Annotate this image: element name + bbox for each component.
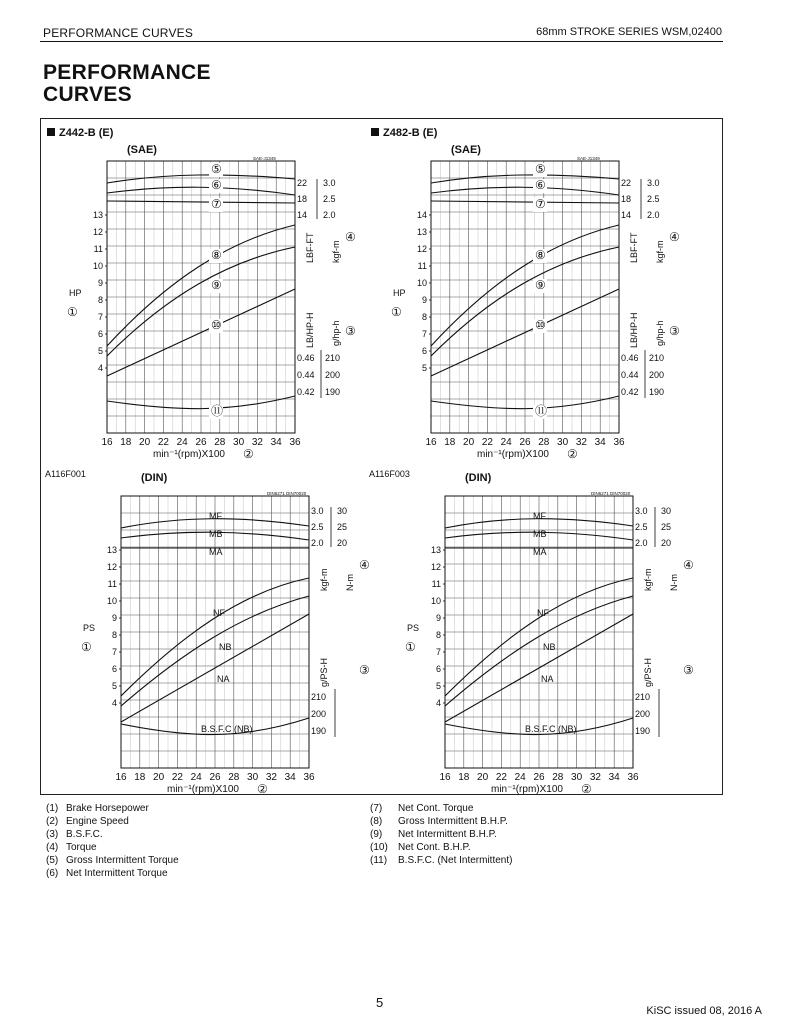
x-tick-label: 26 [195, 437, 207, 448]
curve-label: ⑨ [535, 278, 546, 292]
x-tick-label: 32 [251, 437, 263, 448]
bsfc-tick-label: 200 [311, 709, 327, 719]
engine-speed-marker-icon: ② [257, 782, 268, 796]
chart-standard-label: (DIN) [465, 472, 492, 484]
chart-model-label: Z442-B (E) [59, 127, 114, 139]
curve-label: ⑦ [535, 197, 546, 211]
curve-label: MF [209, 511, 222, 521]
x-tick-label: 26 [519, 437, 531, 448]
x-tick-label: 34 [284, 772, 296, 783]
legend-item: (4) Torque [46, 842, 97, 853]
bsfc-tick-label: 0.46 [621, 353, 639, 363]
left-tick-label: 10 [106, 596, 117, 606]
x-tick-label: 30 [557, 437, 569, 448]
left-tick-label: 13 [106, 545, 117, 555]
left-tick-label: 8 [435, 630, 441, 640]
left-tick-label: 12 [430, 562, 441, 572]
x-tick-label: 24 [500, 437, 512, 448]
x-tick-label: 30 [233, 437, 245, 448]
torque-tick-label: 2.5 [635, 522, 648, 532]
model-bullet-icon [47, 128, 55, 136]
chart-standard-label: (DIN) [141, 472, 168, 484]
x-tick-label: 18 [458, 772, 470, 783]
torque-axis-label-b: kgf-m [331, 240, 341, 263]
power-marker-icon: ① [81, 640, 92, 654]
power-marker-icon: ① [67, 305, 78, 319]
chart-stamp: SAE-J1349 [253, 156, 276, 161]
curve-label: B.S.F.C (NB) [525, 724, 577, 734]
left-tick-label: 12 [92, 227, 103, 237]
curve-label: NA [541, 674, 554, 684]
left-tick-label: 4 [435, 698, 441, 708]
x-tick-label: 22 [171, 772, 183, 783]
left-tick-label: 13 [430, 545, 441, 555]
torque-tick-label: 18 [297, 194, 308, 204]
page-title [43, 62, 211, 106]
left-tick-label: 6 [97, 329, 103, 339]
legend-item: (10) Net Cont. B.H.P. [370, 842, 471, 853]
header-rule [40, 41, 723, 42]
chart-standard-label: (SAE) [451, 144, 481, 156]
engine-speed-marker-icon: ② [581, 782, 592, 796]
bsfc-tick-label: 210 [635, 692, 651, 702]
curve-label: MA [209, 547, 223, 557]
left-tick-label: 9 [97, 278, 103, 288]
bsfc-tick-label: 0.42 [297, 387, 315, 397]
left-axis-label: PS [83, 623, 96, 633]
bsfc-axis-label: LB/HP-H [629, 312, 639, 348]
chart-4 [383, 472, 694, 796]
curve-label: ⑪ [535, 404, 548, 418]
curve-label: ⑤ [535, 162, 546, 176]
left-tick-label: 5 [97, 346, 103, 356]
chart-2 [369, 127, 680, 479]
x-axis-label: min⁻¹(rpm)X100 [477, 449, 549, 460]
torque-marker-icon: ④ [359, 558, 370, 572]
curve-label: MA [533, 547, 547, 557]
bsfc-tick-label-b: 200 [325, 370, 341, 380]
torque-tick-label-b: 2.0 [323, 210, 336, 220]
legend-left [46, 802, 179, 880]
bsfc-tick-label: 190 [311, 726, 327, 736]
x-axis-label: min⁻¹(rpm)X100 [491, 784, 563, 795]
torque-tick-label-b: 2.0 [647, 210, 660, 220]
left-tick-label: 7 [97, 312, 103, 322]
bsfc-marker-icon: ③ [359, 663, 370, 677]
x-tick-label: 24 [514, 772, 526, 783]
legend-item: (5) Gross Intermittent Torque [46, 855, 179, 866]
legend-item: (6) Net Intermittent Torque [46, 868, 168, 879]
torque-axis-label-b: N-m [669, 574, 679, 591]
x-tick-label: 30 [247, 772, 259, 783]
torque-tick-label: 3.0 [635, 506, 648, 516]
curve-label: NF [213, 608, 225, 618]
legend-item: (1) Brake Horsepower [46, 803, 149, 814]
torque-axis-label-b: kgf-m [655, 240, 665, 263]
left-tick-label: 10 [416, 278, 427, 288]
x-tick-label: 22 [481, 437, 493, 448]
torque-axis-label: kgf-m [643, 568, 653, 591]
x-tick-label: 34 [608, 772, 620, 783]
bsfc-marker-icon: ③ [669, 324, 680, 338]
x-tick-label: 34 [594, 437, 606, 448]
torque-tick-label: 2.0 [635, 538, 648, 548]
torque-tick-label: 22 [297, 178, 308, 188]
left-tick-label: 9 [111, 613, 117, 623]
left-tick-label: 10 [430, 596, 441, 606]
curve-label: NF [537, 608, 549, 618]
x-tick-label: 22 [157, 437, 169, 448]
chart-3 [59, 472, 370, 796]
left-tick-label: 11 [93, 244, 103, 254]
x-tick-label: 22 [495, 772, 507, 783]
curve-label: MB [209, 529, 223, 539]
torque-tick-label: 3.0 [311, 506, 324, 516]
bsfc-tick-label: 200 [635, 709, 651, 719]
left-tick-label: 4 [111, 698, 117, 708]
bsfc-tick-label-b: 190 [649, 387, 665, 397]
curve-label: NB [219, 642, 232, 652]
torque-tick-label-b: 30 [337, 506, 348, 516]
left-axis-label: HP [393, 288, 406, 298]
left-tick-label: 7 [435, 647, 441, 657]
torque-tick-label: 2.5 [311, 522, 324, 532]
bsfc-axis-label: g/PS-H [319, 657, 329, 687]
curve-label: NB [543, 642, 556, 652]
torque-tick-label: 2.0 [311, 538, 324, 548]
curve-label: ⑨ [211, 278, 222, 292]
bsfc-tick-label: 0.46 [297, 353, 315, 363]
bsfc-tick-label-b: 190 [325, 387, 341, 397]
left-tick-label: 9 [421, 295, 427, 305]
x-tick-label: 18 [120, 437, 132, 448]
legend-item: (11) B.S.F.C. (Net Intermittent) [370, 855, 513, 866]
torque-axis-label-b: N-m [345, 574, 355, 591]
torque-marker-icon: ④ [669, 230, 680, 244]
left-tick-label: 8 [111, 630, 117, 640]
torque-tick-label-b: 25 [337, 522, 348, 532]
torque-axis-label: LBF-FT [629, 232, 639, 263]
left-tick-label: 12 [106, 562, 117, 572]
curve-label: ⑩ [535, 318, 546, 332]
x-tick-label: 30 [571, 772, 583, 783]
x-tick-label: 16 [439, 772, 451, 783]
curve-label: ⑥ [535, 178, 546, 192]
curve-label: ⑩ [211, 318, 222, 332]
left-axis-label: HP [69, 288, 82, 298]
left-tick-label: 5 [435, 681, 441, 691]
torque-tick-label-b: 3.0 [323, 178, 336, 188]
engine-speed-marker-icon: ② [567, 447, 578, 461]
page-number: 5 [376, 995, 384, 1010]
bsfc-tick-label: 0.44 [297, 370, 315, 380]
chart-standard-label: (SAE) [127, 144, 157, 156]
power-marker-icon: ① [391, 305, 402, 319]
x-tick-label: 32 [589, 772, 601, 783]
bsfc-tick-label: 0.42 [621, 387, 639, 397]
left-tick-label: 6 [421, 346, 427, 356]
left-tick-label: 10 [92, 261, 103, 271]
x-tick-label: 28 [214, 437, 226, 448]
curve-label: MF [533, 511, 546, 521]
bsfc-tick-label: 210 [311, 692, 327, 702]
figure-id: A116F001 [45, 469, 86, 479]
torque-tick-label: 18 [621, 194, 632, 204]
torque-marker-icon: ④ [683, 558, 694, 572]
left-tick-label: 7 [421, 329, 427, 339]
left-tick-label: 11 [431, 579, 441, 589]
x-tick-label: 18 [444, 437, 456, 448]
bsfc-marker-icon: ③ [345, 324, 356, 338]
left-tick-label: 12 [416, 244, 427, 254]
legend-item: (3) B.S.F.C. [46, 829, 103, 840]
x-tick-label: 18 [134, 772, 146, 783]
legend-item: (7) Net Cont. Torque [370, 803, 474, 814]
x-tick-label: 34 [270, 437, 282, 448]
left-tick-label: 11 [107, 579, 117, 589]
curve-label: MB [533, 529, 547, 539]
torque-tick-label-b: 30 [661, 506, 672, 516]
footer-issue: KiSC issued 08, 2016 A [646, 1005, 762, 1017]
left-tick-label: 13 [416, 227, 427, 237]
curve-label: ⑧ [211, 248, 222, 262]
left-tick-label: 4 [97, 363, 103, 373]
curve-label: ⑪ [211, 404, 224, 418]
torque-axis-label: kgf-m [319, 568, 329, 591]
left-tick-label: 9 [435, 613, 441, 623]
left-tick-label: 6 [435, 664, 441, 674]
figure-id: A116F003 [369, 469, 410, 479]
x-tick-label: 24 [190, 772, 202, 783]
x-axis-label: min⁻¹(rpm)X100 [167, 784, 239, 795]
left-tick-label: 8 [97, 295, 103, 305]
chart-stamp: SAE-J1349 [577, 156, 600, 161]
curve-label: ⑤ [211, 162, 222, 176]
bsfc-tick-label-b: 200 [649, 370, 665, 380]
x-tick-label: 28 [538, 437, 550, 448]
left-tick-label: 6 [111, 664, 117, 674]
torque-tick-label: 14 [621, 210, 632, 220]
x-tick-label: 16 [425, 437, 437, 448]
x-tick-label: 20 [139, 437, 151, 448]
bsfc-tick-label-b: 210 [325, 353, 341, 363]
torque-tick-label-b: 2.5 [323, 194, 336, 204]
left-tick-label: 11 [417, 261, 427, 271]
torque-marker-icon: ④ [345, 230, 356, 244]
bsfc-axis-label-b: g/hp-h [655, 320, 665, 346]
left-tick-label: 5 [111, 681, 117, 691]
page-title-line1: PERFORMANCE [43, 61, 211, 84]
legend-item: (8) Gross Intermittent B.H.P. [370, 816, 508, 827]
curve-label: NA [217, 674, 230, 684]
legend-right [370, 802, 512, 867]
x-tick-label: 28 [552, 772, 564, 783]
bsfc-marker-icon: ③ [683, 663, 694, 677]
x-tick-label: 32 [265, 772, 277, 783]
left-tick-label: 7 [111, 647, 117, 657]
x-tick-label: 26 [533, 772, 545, 783]
curve-label: B.S.F.C (NB) [201, 724, 253, 734]
left-tick-label: 8 [421, 312, 427, 322]
x-tick-label: 20 [477, 772, 489, 783]
left-tick-label: 13 [92, 210, 103, 220]
left-tick-label: 5 [421, 363, 427, 373]
bsfc-axis-label: g/PS-H [643, 657, 653, 687]
chart-1 [45, 127, 356, 479]
left-axis-label: PS [407, 623, 420, 633]
x-tick-label: 20 [153, 772, 165, 783]
torque-axis-label: LBF-FT [305, 232, 315, 263]
torque-tick-label-b: 20 [337, 538, 348, 548]
power-marker-icon: ① [405, 640, 416, 654]
x-tick-label: 28 [228, 772, 240, 783]
x-tick-label: 26 [209, 772, 221, 783]
torque-tick-label-b: 2.5 [647, 194, 660, 204]
torque-tick-label-b: 25 [661, 522, 672, 532]
bsfc-tick-label-b: 210 [649, 353, 665, 363]
bsfc-axis-label: LB/HP-H [305, 312, 315, 348]
bsfc-tick-label: 190 [635, 726, 651, 736]
legend-item: (2) Engine Speed [46, 816, 129, 827]
model-bullet-icon [371, 128, 379, 136]
chart-stamp: DIN6271 DIN70020 [591, 491, 631, 496]
engine-speed-marker-icon: ② [243, 447, 254, 461]
torque-tick-label-b: 3.0 [647, 178, 660, 188]
x-tick-label: 36 [303, 772, 315, 783]
bsfc-axis-label-b: g/hp-h [331, 320, 341, 346]
x-tick-label: 16 [101, 437, 113, 448]
curve-label: ⑦ [211, 197, 222, 211]
header-manual-id: 68mm STROKE SERIES WSM,02400 [536, 26, 722, 38]
charts-canvas [41, 119, 724, 796]
x-tick-label: 36 [613, 437, 625, 448]
x-tick-label: 36 [627, 772, 639, 783]
legend-item: (9) Net Intermittent B.H.P. [370, 829, 497, 840]
x-tick-label: 16 [115, 772, 127, 783]
left-tick-label: 14 [416, 210, 427, 220]
x-axis-label: min⁻¹(rpm)X100 [153, 449, 225, 460]
x-tick-label: 36 [289, 437, 301, 448]
curve-label: ⑧ [535, 248, 546, 262]
x-tick-label: 24 [176, 437, 188, 448]
curve-label: ⑥ [211, 178, 222, 192]
x-tick-label: 32 [575, 437, 587, 448]
chart-model-label: Z482-B (E) [383, 127, 438, 139]
torque-tick-label: 14 [297, 210, 308, 220]
page-title-line2: CURVES [43, 83, 132, 106]
chart-stamp: DIN6271 DIN70020 [267, 491, 307, 496]
bsfc-tick-label: 0.44 [621, 370, 639, 380]
header-section-title: PERFORMANCE CURVES [43, 26, 194, 40]
torque-tick-label: 22 [621, 178, 632, 188]
charts-panel [40, 118, 723, 795]
x-tick-label: 20 [463, 437, 475, 448]
torque-tick-label-b: 20 [661, 538, 672, 548]
